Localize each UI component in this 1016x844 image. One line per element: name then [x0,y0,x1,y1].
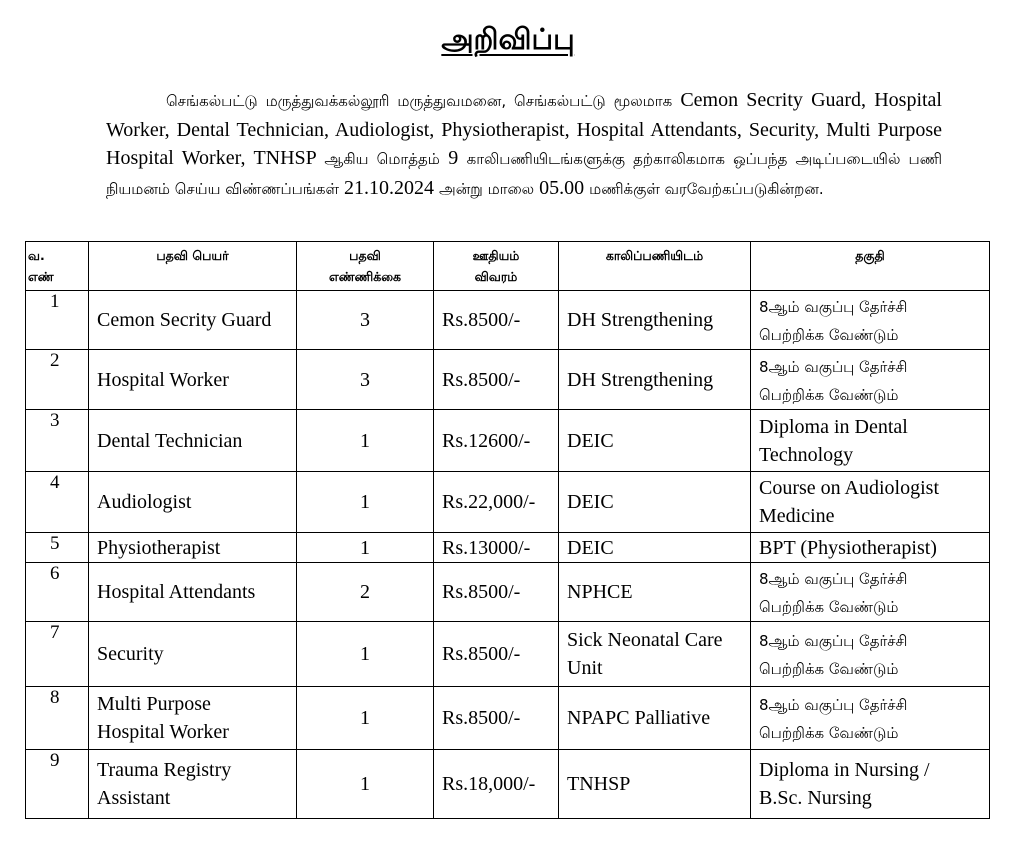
cell-line: 8ஆம் வகுப்பு தேர்ச்சி [759,632,908,650]
cell-line: எண்ணிக்கை [328,269,402,284]
cell-line: 8ஆம் வகுப்பு தேர்ச்சி [759,696,908,714]
table-row [26,533,990,563]
salary-cell: Rs.13000/- [434,533,559,563]
post-name-cell [89,350,297,410]
salary-cell: Rs.22,000/- [434,472,559,533]
serial-cell: 7 [26,622,89,687]
salary-cell: Rs.8500/- [434,350,559,410]
post-count-cell: 2 [297,563,434,622]
notice-title-wrap [0,22,1016,60]
cell-line: பதவி பெயர் [156,248,229,263]
table-row [26,687,990,750]
header-serial [26,242,89,291]
notice-title: அறிவிப்பு [441,22,575,56]
intro-segment: ஆகிய மொத்தம் [324,150,440,168]
post-name-cell [89,687,297,750]
serial-cell: 5 [26,533,89,563]
salary-cell: Rs.8500/- [434,622,559,687]
cell-line: BPT (Physiotherapist) [759,536,937,559]
cell-line: B.Sc. Nursing [759,787,872,809]
qualification-cell [751,350,990,410]
vacancy-place-cell [559,350,751,410]
cell-line: ஊதியம் [472,248,520,263]
salary-cell: Rs.18,000/- [434,750,559,819]
intro-segment: அன்று மாலை [439,179,535,198]
cell-line: Technology [759,443,854,466]
table-row [26,291,990,350]
cell-line: Course on Audiologist [759,477,940,499]
cell-line: வ. [28,248,45,263]
cell-line: NPHCE [567,581,633,603]
salary-cell: Rs.12600/- [434,410,559,472]
qualification-cell [751,533,990,563]
vacancy-place-cell [559,687,751,750]
header-post-name [89,242,297,291]
table-row [26,410,990,472]
serial-cell: 1 [26,291,89,350]
serial-cell: 9 [26,750,89,819]
vacancy-place-cell [559,750,751,819]
post-count-cell: 1 [297,472,434,533]
cell-line: Assistant [97,787,171,809]
cell-line: பெற்றிக்க வேண்டும் [759,660,899,678]
cell-line: Security [97,643,164,665]
table-body [26,291,990,819]
cell-line: NPAPC Palliative [567,707,711,729]
cell-line: Hospital Worker [97,368,229,391]
notice-intro [106,86,942,203]
post-name-cell [89,472,297,533]
vacancy-place-cell [559,472,751,533]
cell-line: பெற்றிக்க வேண்டும் [759,598,899,616]
cell-line: Hospital Attendants [97,581,256,603]
vacancy-table [25,241,990,819]
cell-line: DH Strengthening [567,368,714,391]
cell-line: Dental Technician [97,429,243,452]
cell-line: Hospital Worker [97,721,229,743]
cell-line: தகுதி [855,248,885,263]
vacancy-place-cell [559,410,751,472]
cell-line: Diploma in Nursing / [759,759,930,781]
post-count-cell: 1 [297,622,434,687]
salary-cell: Rs.8500/- [434,291,559,350]
cell-line: Sick Neonatal Care [567,629,723,651]
post-name-cell [89,410,297,472]
vacancy-place-cell [559,622,751,687]
cell-line: Multi Purpose [97,693,211,715]
cell-line: காலிப்பணியிடம் [605,248,704,263]
table-header-row [26,242,990,291]
serial-cell: 4 [26,472,89,533]
vacancy-place-cell [559,291,751,350]
header-post-count [297,242,434,291]
intro-segment: காலிபணியிடங்களுக்கு தற்காலிகமாக ஒப்பந்த அடிப்படையில் பணி நியமனம் செய்ய விண்ணப்பங்கள் [106,150,942,198]
cell-line: Unit [567,657,603,679]
cell-line: Physiotherapist [97,536,221,559]
post-name-cell [89,533,297,563]
table-row [26,563,990,622]
header-vacancy-place [559,242,751,291]
post-count-cell: 1 [297,410,434,472]
cell-line: Diploma in Dental [759,415,908,438]
qualification-cell [751,750,990,819]
qualification-cell [751,291,990,350]
cell-line: எண் [28,269,54,284]
post-name-cell [89,750,297,819]
intro-segment: 05.00 [534,176,590,199]
cell-line: பதவி [349,248,381,263]
header-qualification [751,242,990,291]
intro-segment: மணிக்குள் வரவேற்கப்படுகின்றன. [589,179,824,198]
intro-segment: செங்கல்பட்டு மருத்துவக்கல்லூரி மருத்துவமனை, செங்கல்பட்டு மூலமாக [166,92,673,110]
post-count-cell: 1 [297,687,434,750]
post-name-cell [89,291,297,350]
intro-segment: 9 [439,147,467,169]
cell-line: பெற்றிக்க வேண்டும் [759,385,899,404]
cell-line: Cemon Secrity Guard [97,309,272,331]
table-row [26,472,990,533]
qualification-cell [751,472,990,533]
cell-line: 8ஆம் வகுப்பு தேர்ச்சி [759,570,908,588]
serial-cell: 2 [26,350,89,410]
serial-cell: 8 [26,687,89,750]
post-count-cell: 3 [297,291,434,350]
cell-line: TNHSP [567,773,631,795]
post-count-cell: 1 [297,750,434,819]
cell-line: DH Strengthening [567,309,714,331]
qualification-cell [751,622,990,687]
intro-segment: 21.10.2024 [339,176,440,199]
serial-cell: 6 [26,563,89,622]
cell-line: Medicine [759,505,835,527]
cell-line: 8ஆம் வகுப்பு தேர்ச்சி [759,298,908,316]
serial-cell: 3 [26,410,89,472]
cell-line: பெற்றிக்க வேண்டும் [759,326,899,344]
vacancy-place-cell [559,533,751,563]
post-name-cell [89,622,297,687]
table-row [26,350,990,410]
table-row [26,750,990,819]
cell-line: 8ஆம் வகுப்பு தேர்ச்சி [759,357,908,376]
cell-line: DEIC [567,429,614,452]
table-row [26,622,990,687]
qualification-cell [751,687,990,750]
qualification-cell [751,410,990,472]
post-count-cell: 3 [297,350,434,410]
salary-cell: Rs.8500/- [434,563,559,622]
cell-line: விவரம் [474,269,518,284]
vacancy-place-cell [559,563,751,622]
qualification-cell [751,563,990,622]
cell-line: Trauma Registry [97,759,232,781]
header-salary [434,242,559,291]
cell-line: Audiologist [97,491,192,513]
cell-line: DEIC [567,491,614,513]
post-count-cell: 1 [297,533,434,563]
post-name-cell [89,563,297,622]
salary-cell: Rs.8500/- [434,687,559,750]
cell-line: DEIC [567,536,614,559]
cell-line: பெற்றிக்க வேண்டும் [759,724,899,742]
intro-segment: Cemon Secrity Guard, Hospital Worker, Dental Technician, Audiologist, Physiotherapist, Hospital Attendants, Security, Multi Purpose Hospital Worker, TNHSP [106,89,942,169]
